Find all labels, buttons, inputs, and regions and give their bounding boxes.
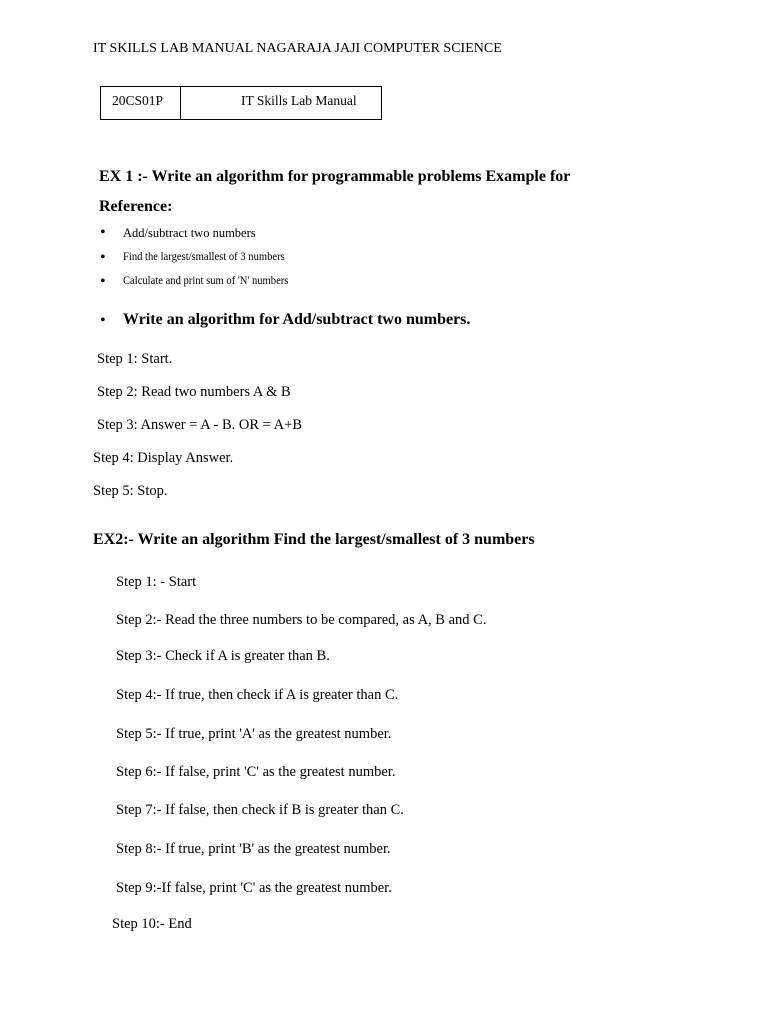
list-item: Add/subtract two numbers — [123, 226, 256, 240]
list-item: Find the largest/smallest of 3 numbers — [123, 251, 285, 263]
list-item: Calculate and print sum of 'N' numbers — [123, 275, 289, 287]
ex2-step: Step 10:- End — [112, 916, 192, 932]
ex1-step: Step 4: Display Answer. — [93, 450, 234, 466]
course-title-cell: IT Skills Lab Manual — [241, 93, 357, 108]
ex1-step: Step 3: Answer = A - B. OR = A+B — [97, 417, 302, 433]
document-header: IT SKILLS LAB MANUAL NAGARAJA JAJI COMPUTER SCIENCE — [93, 41, 502, 56]
ex2-step: Step 4:- If true, then check if A is greater than C. — [116, 687, 399, 703]
ex2-step: Step 1: - Start — [116, 574, 197, 590]
ex1-title-line1: EX 1 :- Write an algorithm for programmable problems Example for — [99, 168, 571, 185]
ex1-step: Step 5: Stop. — [93, 483, 168, 499]
ex2-title: EX2:- Write an algorithm Find the largest/smallest of 3 numbers — [93, 531, 535, 548]
ex2-step: Step 6:- If false, print 'C' as the greatest number. — [116, 764, 396, 780]
bullet-icon: • — [100, 312, 106, 329]
bullet-icon: • — [100, 249, 106, 266]
ex2-step: Step 5:- If true, print 'A' as the greatest number. — [116, 726, 392, 742]
ex2-step: Step 7:- If false, then check if B is greater than C. — [116, 802, 404, 818]
ex1-sub-heading: Write an algorithm for Add/subtract two numbers. — [123, 311, 471, 328]
ex1-step: Step 1: Start. — [97, 351, 173, 367]
ex2-step: Step 8:- If true, print 'B' as the greatest number. — [116, 841, 391, 857]
course-code-table — [100, 86, 382, 120]
ex1-step: Step 2: Read two numbers A & B — [97, 384, 291, 400]
bullet-icon: • — [100, 273, 106, 290]
ex2-step: Step 3:- Check if A is greater than B. — [116, 648, 330, 664]
ex2-step: Step 9:-If false, print 'C' as the greatest number. — [116, 880, 392, 896]
bullet-icon: • — [100, 224, 106, 241]
course-code-cell: 20CS01P — [101, 87, 181, 119]
ex1-title-line2: Reference: — [99, 198, 173, 215]
ex2-step: Step 2:- Read the three numbers to be compared, as A, B and C. — [116, 612, 487, 628]
